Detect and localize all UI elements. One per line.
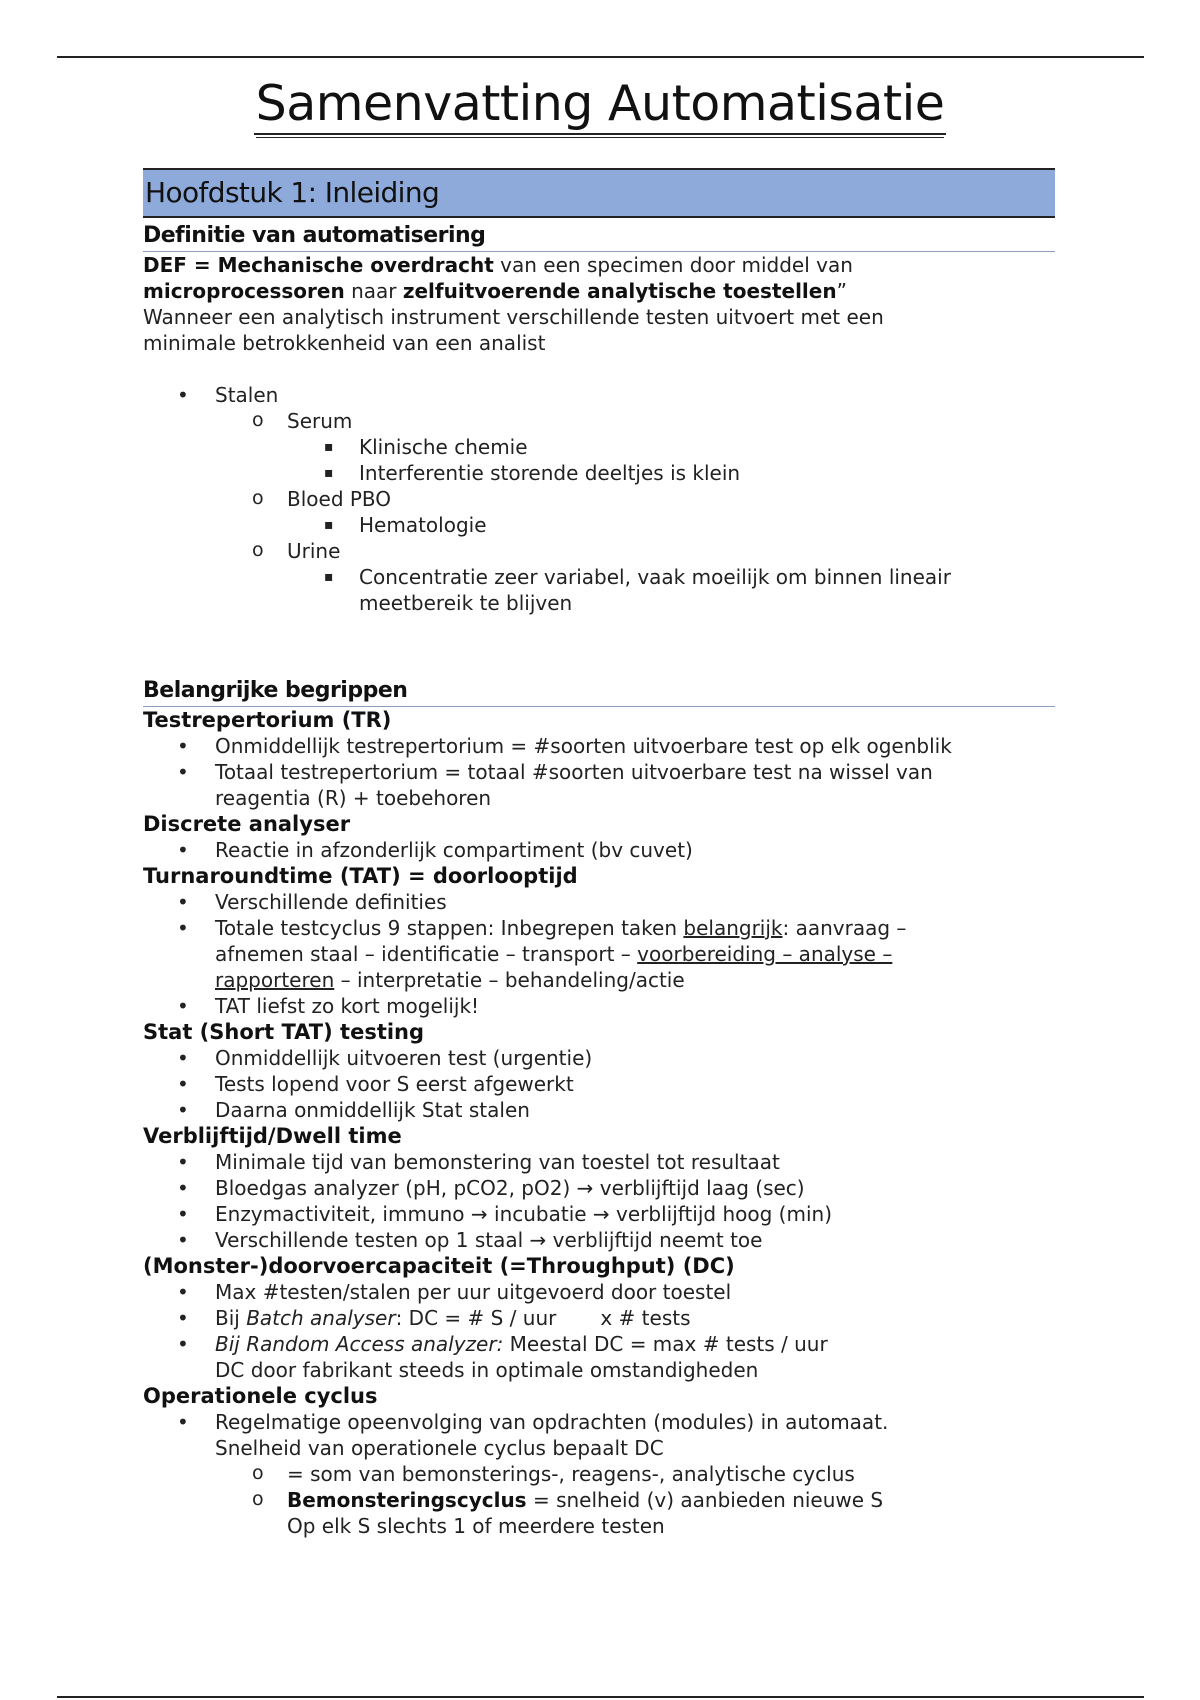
list-item <box>143 1305 1055 1331</box>
definition-line-2 <box>143 278 1055 304</box>
tat-2b-underline: voorbereiding – analyse – <box>637 942 893 966</box>
dc-3-post: Meestal DC = max # tests / uur <box>503 1332 828 1356</box>
page-content <box>143 168 1055 1539</box>
term-dc-heading: (Monster-)doorvoercapaciteit (=Throughput) (DC) <box>143 1254 735 1278</box>
tat-2-pre: Totale testcyclus 9 stappen: Inbegrepen taken <box>215 916 684 940</box>
da-list <box>143 837 1055 863</box>
definition-line-1 <box>143 252 1055 278</box>
tat-2c-post: – interpretatie – behandeling/actie <box>334 968 685 992</box>
urine-item-line-2: meetbereik te blijven <box>359 591 573 615</box>
list-item: • Verschillende definities <box>143 889 1055 915</box>
list-item: • Enzymactiviteit, immuno → incubatie → verblijftijd hoog (min) <box>143 1201 1055 1227</box>
term-oc-heading: Operationele cyclus <box>143 1384 378 1408</box>
dc-list <box>143 1279 1055 1383</box>
def-bold-2: microprocessoren <box>143 279 345 303</box>
tr-2-line-2: reagentia (R) + toebehoren <box>215 786 492 810</box>
list-item: • Bloedgas analyzer (pH, pCO2, pO2) → verblijftijd laag (sec) <box>143 1175 1055 1201</box>
tr-list <box>143 733 1055 811</box>
stat-list <box>143 1045 1055 1123</box>
oc-1-line-2: Snelheid van operationele cyclus bepaalt DC <box>215 1436 664 1460</box>
list-item: • Onmiddellijk testrepertorium = #soorten uitvoerbare test op elk ogenblik <box>143 733 1055 759</box>
dc-2-post: : DC = # S / uur <box>395 1306 557 1330</box>
list-item: o Bloed PBO <box>143 486 1055 512</box>
list-item: • Onmiddellijk uitvoeren test (urgentie) <box>143 1045 1055 1071</box>
list-item <box>143 759 1055 811</box>
def-text-3: ” <box>836 279 847 303</box>
list-item: • Tests lopend voor S eerst afgewerkt <box>143 1071 1055 1097</box>
list-item: ▪ Interferentie storende deeltjes is klein <box>143 460 1055 486</box>
definition-block <box>143 252 1055 356</box>
tat-2-underline: belangrijk <box>683 916 783 940</box>
document-title <box>0 75 1200 132</box>
list-item: • Minimale tijd van bemonstering van toestel tot resultaat <box>143 1149 1055 1175</box>
list-item: o Urine <box>143 538 1055 564</box>
list-item <box>143 915 1055 993</box>
urine-item-line-1: Concentratie zeer variabel, vaak moeilijk om binnen lineair <box>359 565 951 589</box>
oc-list <box>143 1409 1055 1539</box>
list-item: • Reactie in afzonderlijk compartiment (bv cuvet) <box>143 837 1055 863</box>
term-tat-heading: Turnaroundtime (TAT) = doorlooptijd <box>143 864 578 888</box>
stalen-list <box>143 382 1055 616</box>
list-item: ▪ Hematologie <box>143 512 1055 538</box>
tat-2c-underline: rapporteren <box>215 968 335 992</box>
list-item: • TAT liefst zo kort mogelijk! <box>143 993 1055 1019</box>
list-item <box>143 1487 1055 1539</box>
list-item: • Daarna onmiddellijk Stat stalen <box>143 1097 1055 1123</box>
list-item: o = som van bemonsterings-, reagens-, analytische cyclus <box>143 1461 1055 1487</box>
oc-3-bold: Bemonsteringscyclus <box>287 1488 527 1512</box>
dc-2-italic: Batch analyser <box>246 1306 396 1330</box>
term-dwell-heading: Verblijftijd/Dwell time <box>143 1124 402 1148</box>
def-bold-1: DEF = Mechanische overdracht <box>143 253 494 277</box>
top-rule <box>57 56 1144 58</box>
tr-2-line-1: Totaal testrepertorium = totaal #soorten uitvoerbare test na wissel van <box>215 760 933 784</box>
term-stat-heading: Stat (Short TAT) testing <box>143 1020 425 1044</box>
dc-2-pre: Bij <box>215 1306 247 1330</box>
oc-1-line-1: Regelmatige opeenvolging van opdrachten (modules) in automaat. <box>215 1410 889 1434</box>
tat-2b-pre: afnemen staal – identificatie – transport – <box>215 942 638 966</box>
oc-3-post: = snelheid (v) aanbieden nieuwe S <box>526 1488 884 1512</box>
def-text-2: naar <box>344 279 403 303</box>
section-begrippen-heading: Belangrijke begrippen <box>143 673 1055 707</box>
dc-3-line-2: DC door fabrikant steeds in optimale omstandigheden <box>215 1358 759 1382</box>
list-item: • Max #testen/stalen per uur uitgevoerd door toestel <box>143 1279 1055 1305</box>
dwell-list <box>143 1149 1055 1253</box>
section-definition-heading: Definitie van automatisering <box>143 218 1055 252</box>
def-bold-3: zelfuitvoerende analytische toestellen <box>402 279 837 303</box>
list-item: o Serum <box>143 408 1055 434</box>
list-item: • Stalen <box>143 382 1055 408</box>
tat-2-post: : aanvraag – <box>782 916 907 940</box>
definition-line-4: minimale betrokkenheid van een analist <box>143 331 546 355</box>
term-tr-heading: Testrepertorium (TR) <box>143 708 392 732</box>
list-item: • Verschillende testen op 1 staal → verblijftijd neemt toe <box>143 1227 1055 1253</box>
term-discrete-heading: Discrete analyser <box>143 812 351 836</box>
chapter-heading: Hoofdstuk 1: Inleiding <box>143 168 1055 218</box>
list-item <box>143 1409 1055 1461</box>
bottom-rule <box>57 1696 1144 1698</box>
list-item <box>143 1331 1055 1383</box>
oc-3-line-2: Op elk S slechts 1 of meerdere testen <box>287 1514 665 1538</box>
document-title-text: Samenvatting Automatisatie <box>254 75 947 135</box>
definition-line-3: Wanneer een analytisch instrument verschillende testen uitvoert met een <box>143 305 884 329</box>
list-item <box>143 564 1055 616</box>
list-item: ▪ Klinische chemie <box>143 434 1055 460</box>
dc-2-tail: x # tests <box>600 1306 691 1330</box>
dc-3-italic: Bij Random Access analyzer: <box>215 1332 504 1356</box>
tat-list <box>143 889 1055 1019</box>
def-text-1: van een specimen door middel van <box>493 253 853 277</box>
